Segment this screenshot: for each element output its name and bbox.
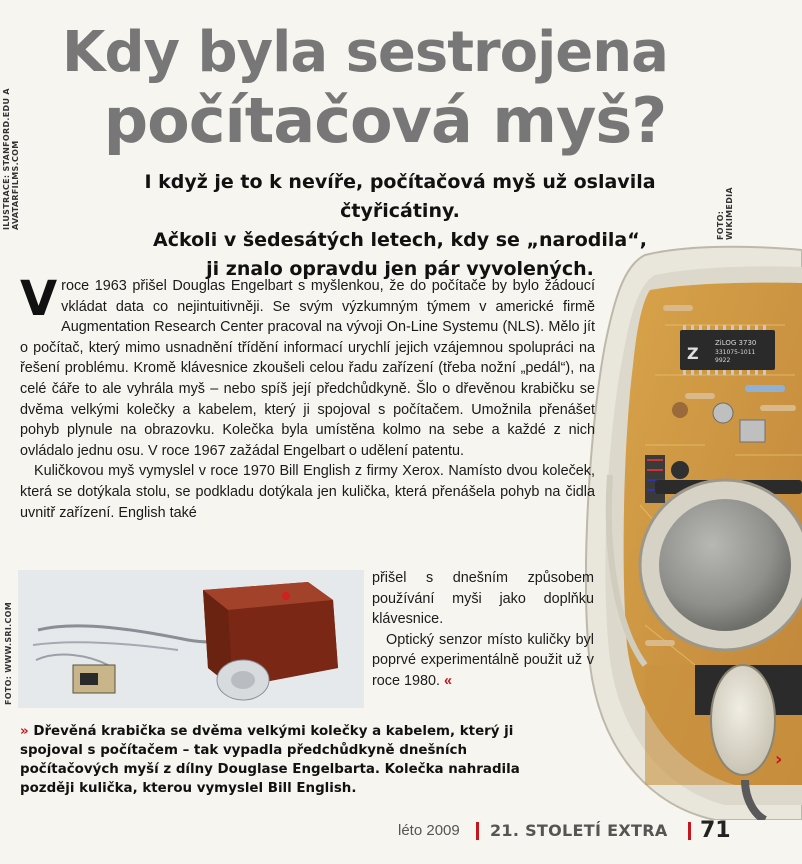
paragraph-2-continued: přišel s dnešním způsobem používání myši jako doplňku klávesnice. xyxy=(372,570,594,628)
ball-mouse-photo xyxy=(585,245,802,820)
magazine-name: 21. STOLETÍ EXTRA xyxy=(490,821,668,840)
title-line-2: počítačová myš? xyxy=(103,84,667,157)
caption-text: Dřevěná krabička se dvěma velkými kolečky a kabelem, který ji spojoval s počítačem – tak vypadla předchůdkyně dnešních počítačových myší z dílny Douglase Engelbarta. Kolečka nahradila později kulička, kterou vymyslel Bill English. xyxy=(20,724,520,796)
svg-text:Z: Z xyxy=(687,344,699,363)
footer-divider xyxy=(688,822,691,840)
issue-season: léto 2009 xyxy=(398,822,460,839)
photo-caption xyxy=(20,722,570,798)
footer-divider xyxy=(476,822,479,840)
engelbart-mouse-photo xyxy=(18,570,364,708)
page-number: 71 xyxy=(700,818,731,843)
lead-line-1: I když je to k nevíře, počítačová myš už oslavila čtyřicátiny. xyxy=(144,171,656,222)
photo-credit-wikimedia: FOTO: WIKIMEDIA xyxy=(716,187,734,240)
paragraph-2: Kuličkovou myš vymyslel v roce 1970 Bill English z firmy Xerox. Namísto dvou koleček, která se dotýkala stolu, se podkladu dotýkala jen kulička, která přenášela pohyb na čidla uvnitř zařízení. English také xyxy=(20,463,595,521)
article-body xyxy=(20,271,595,523)
end-mark: « xyxy=(444,672,453,689)
paragraph-1-text: roce 1963 přišel Douglas Engelbart s myšlenkou, že do počítače by bylo žádoucí vkládat data co nejintuitivněji. Se svým výzkumným týmem v americké firmě Augmentation Research Center pracoval na vývoji On-Line Systemu (NLS). Mělo jít o počítač, který mimo usnadnění třídění informací urychlí jejich vzájemnou spolupráci na řešení problému. Kromě klávesnice zkoušeli celou řadu zařízení (třeba nožní „pedál“), na celé čáře to ale vyhrála myš – nebo spíš její předchůdkyně. Šlo o dřevěnou krabičku se dvěma velkými kolečky a kabelem, který ji spojoval s počítačem. Umožnila přenášet pohyb plynule na obrazovku. Kolečka byla umístěna kolmo na sebe a každé z nich ovládalo jednu osu. V roce 1967 zažádal Engelbart o udělení patentu. xyxy=(20,278,595,459)
paragraph-3 xyxy=(372,630,594,692)
paragraph-3-text: Optický senzor místo kuličky byl poprvé experimentálně použit už v roce 1980. xyxy=(372,631,594,689)
article-title xyxy=(20,20,710,156)
illustration-credit: ILUSTRACE: STANFORD.EDU A AVATARFILMS.COM xyxy=(2,88,20,230)
title-line-1: Kdy byla sestrojena xyxy=(62,20,668,85)
chip-label-1: ZiLOG 3730 xyxy=(715,339,757,347)
chip-label-3: 9922 xyxy=(715,357,731,364)
lead-line-2: Ačkoli v šedesátých letech, kdy se „narodila“, xyxy=(153,229,647,251)
chip-label-2: 331075-1011 xyxy=(715,349,756,356)
article-body-continued xyxy=(372,568,594,692)
paragraph-1 xyxy=(20,271,595,461)
caption-arrows: » xyxy=(20,724,29,739)
photo-credit-sri: FOTO: WWW.SRI.COM xyxy=(4,601,13,705)
lead-line-3: ji znalo opravdu jen pár vyvolených. xyxy=(206,258,594,280)
drop-cap: V xyxy=(20,271,58,327)
svg-text:›: › xyxy=(775,749,783,770)
page-footer xyxy=(0,814,802,864)
